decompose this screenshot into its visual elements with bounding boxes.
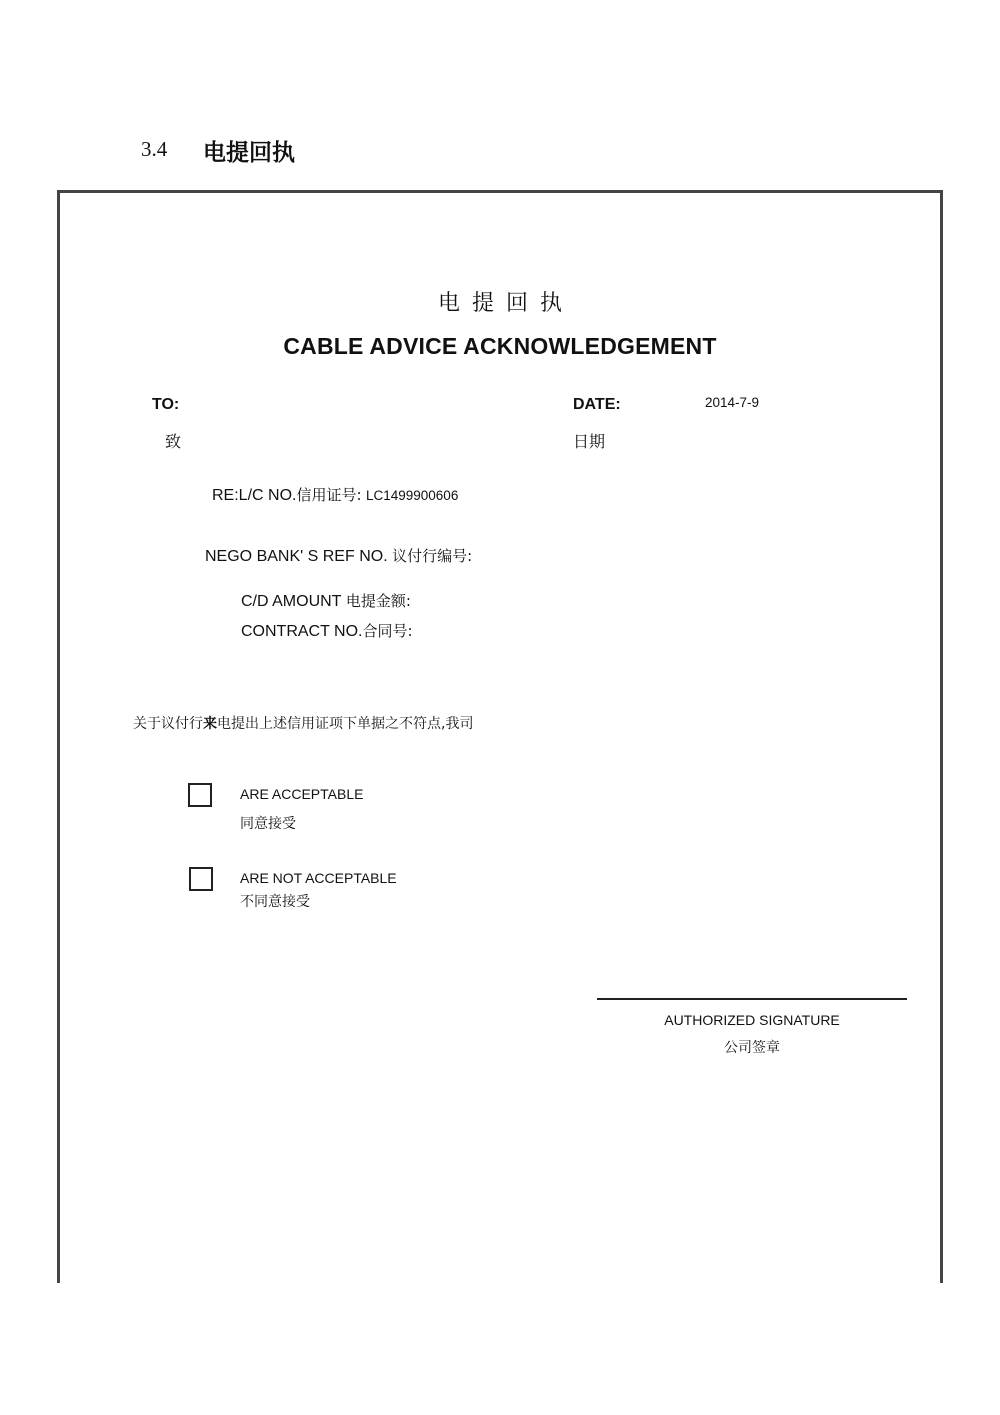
contract-label: CONTRACT NO. xyxy=(241,623,363,640)
nego-ref-row xyxy=(205,545,472,566)
statement-bold: 来 xyxy=(203,716,217,732)
amount-row xyxy=(241,590,411,611)
to-label-cn: 致 xyxy=(165,432,182,451)
contract-row xyxy=(241,620,413,641)
acceptable-label-cn: 同意接受 xyxy=(240,816,296,832)
date-value[interactable]: 2014-7-9 xyxy=(705,395,760,410)
date-label-cn: 日期 xyxy=(573,432,606,451)
date-label: DATE: xyxy=(573,396,621,413)
acceptable-label: ARE ACCEPTABLE xyxy=(240,786,364,802)
acceptable-checkbox[interactable] xyxy=(188,783,212,807)
form-title-en: CABLE ADVICE ACKNOWLEDGEMENT xyxy=(283,333,717,359)
amount-label-cn: 电提金额: xyxy=(345,592,411,610)
nego-ref-label-cn: 议付行编号: xyxy=(392,547,473,565)
statement-part1: 关于议付行 xyxy=(133,716,203,732)
lc-number-row xyxy=(212,484,458,505)
lc-number-label: RE:L/C NO. xyxy=(212,487,297,504)
amount-label: C/D AMOUNT xyxy=(241,593,342,610)
to-label: TO: xyxy=(152,396,180,413)
signature-line xyxy=(597,998,907,1000)
contract-label-cn: 合同号: xyxy=(362,622,413,640)
nego-ref-label: NEGO BANK' S REF NO. xyxy=(205,548,388,565)
form-title-cn: 电提回执 xyxy=(437,291,574,316)
statement-part2: 电提出上述信用证项下单据之不符点,我司 xyxy=(217,716,474,732)
section-number: 3.4 xyxy=(141,137,168,161)
signature-label-cn: 公司签章 xyxy=(724,1040,780,1056)
not-acceptable-label-cn: 不同意接受 xyxy=(240,894,310,910)
not-acceptable-checkbox[interactable] xyxy=(189,867,213,891)
discrepancy-statement xyxy=(133,713,473,733)
lc-number-label-cn: 信用证号: xyxy=(296,486,362,504)
not-acceptable-label: ARE NOT ACCEPTABLE xyxy=(240,870,397,886)
signature-label: AUTHORIZED SIGNATURE xyxy=(664,1012,840,1028)
lc-number-value[interactable]: LC1499900606 xyxy=(365,488,459,503)
section-title: 电提回执 xyxy=(203,139,295,166)
